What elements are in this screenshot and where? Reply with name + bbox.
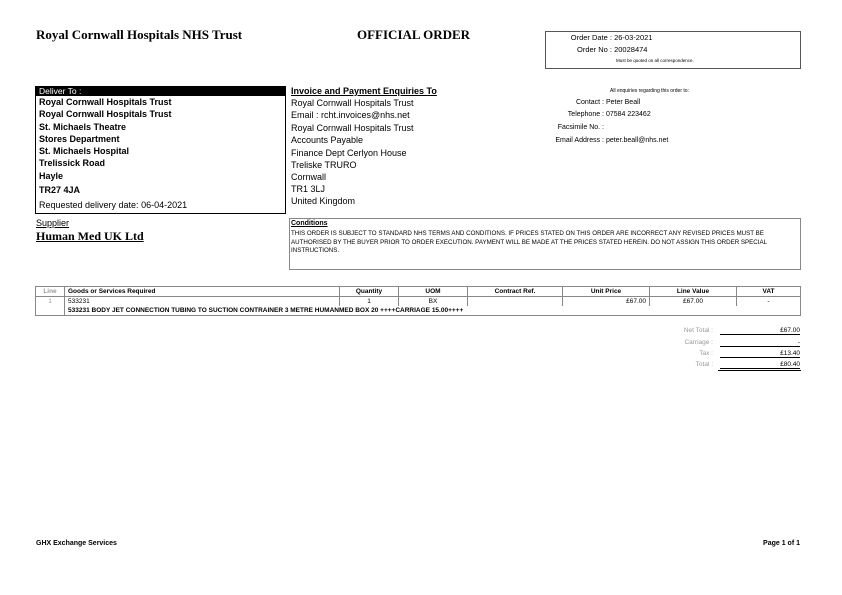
- net-total-label: Net Total :: [683, 327, 713, 334]
- order-no-row: [560, 45, 647, 54]
- tax-label: Tax :: [699, 350, 713, 357]
- invoice-line: TR1 3LJ: [291, 184, 326, 194]
- total-value: £80.40: [720, 361, 800, 369]
- invoice-line: Accounts Payable: [291, 135, 364, 145]
- cell-line: 1: [36, 297, 65, 307]
- requested-delivery-date: Requested delivery date: 06-04-2021: [39, 200, 188, 210]
- carriage-value: -: [720, 339, 800, 347]
- deliver-line: Royal Cornwall Hospitals Trust: [39, 109, 172, 119]
- carriage-label: Carriage :: [684, 339, 713, 346]
- tax-value: £13.40: [720, 350, 800, 358]
- contact-label: Contact :: [575, 99, 604, 106]
- invoice-line: Royal Cornwall Hospitals Trust: [291, 98, 414, 108]
- deliver-line: Royal Cornwall Hospitals Trust: [39, 97, 172, 107]
- cell-contract-ref: [468, 297, 563, 307]
- net-total-value: £67.00: [720, 327, 800, 335]
- fax-row: [545, 124, 604, 131]
- col-header-vat: VAT: [737, 287, 801, 297]
- telephone-value: 07584 223462: [605, 111, 651, 118]
- email-label: Email Address :: [555, 137, 604, 144]
- invoice-line: Treliske TRURO: [291, 160, 357, 170]
- cell-code: 533231: [65, 297, 340, 307]
- telephone-label: Telephone :: [567, 111, 604, 118]
- invoice-line: United Kingdom: [291, 196, 356, 206]
- cell-line-value: £67.00: [650, 297, 737, 307]
- page-number: Page 1 of 1: [763, 540, 800, 547]
- invoice-line: Email : rcht.invoices@nhs.net: [291, 110, 410, 120]
- order-no-label: Order No :: [576, 45, 612, 54]
- fax-label: Facsimile No. :: [557, 124, 604, 131]
- deliver-to-heading: Deliver To :: [36, 86, 285, 96]
- deliver-line: TR27 4JA: [39, 185, 81, 195]
- col-header-uom: UOM: [399, 287, 468, 297]
- col-header-quantity: Quantity: [340, 287, 399, 297]
- table-row: [36, 297, 801, 307]
- enquiries-heading: All enquiries regarding this order to:: [610, 88, 689, 94]
- contact-row: [545, 99, 640, 106]
- conditions-label: Conditions: [291, 220, 328, 227]
- deliver-line: Hayle: [39, 171, 64, 181]
- cell-description: 533231 BODY JET CONNECTION TUBING TO SUCTION CONTRAINER 3 METRE HUMANMED BOX 20 ++++CARRIAGE 15.00++++: [65, 306, 801, 316]
- deliver-line: St. Michaels Hospital: [39, 146, 130, 156]
- order-no-value: 20028474: [614, 45, 648, 54]
- col-header-line: Line: [36, 287, 65, 297]
- cell-vat: -: [737, 297, 801, 307]
- contact-value: Peter Beall: [605, 99, 641, 106]
- deliver-line: St. Michaels Theatre: [39, 122, 127, 132]
- invoice-line: Finance Dept Cerlyon House: [291, 148, 407, 158]
- table-header-row: [36, 287, 801, 297]
- col-header-contract-ref: Contract Ref.: [468, 287, 563, 297]
- order-items-table: [35, 286, 801, 316]
- cell-unit-price: £67.00: [563, 297, 650, 307]
- telephone-row: [545, 111, 651, 118]
- supplier-name: Human Med UK Ltd: [36, 229, 144, 243]
- cell-uom: BX: [399, 297, 468, 307]
- col-header-line-value: Line Value: [650, 287, 737, 297]
- invoice-heading: Invoice and Payment Enquiries To: [291, 86, 437, 96]
- conditions-text: THIS ORDER IS SUBJECT TO STANDARD NHS TERMS AND CONDITIONS. IF PRICES STATED ON THIS ORDER ARE INCORRECT ANY REVISED PRICES MUST BE AUTHORISED BY THE BUYER PRIOR TO ORDER EXECUTION. PAYMENT WILL BE MADE AT THE PRICES STATED HEREIN. DO NOT ASSIGN THIS ORDER SPECIAL INSTRUCTIONS.: [291, 230, 767, 254]
- footer-provider: GHX Exchange Services: [36, 540, 117, 547]
- total-label: Total :: [695, 361, 713, 368]
- order-date-label: Order Date :: [570, 33, 612, 42]
- invoice-line: Royal Cornwall Hospitals Trust: [291, 123, 414, 133]
- col-header-unit-price: Unit Price: [563, 287, 650, 297]
- document-title: OFFICIAL ORDER: [357, 27, 471, 42]
- total-underline: [718, 370, 801, 371]
- invoice-line: Cornwall: [291, 172, 327, 182]
- email-value: peter.beall@nhs.net: [605, 137, 669, 144]
- order-date-value: 26-03-2021: [614, 33, 653, 42]
- order-note: Must be quoted on all correspondence.: [616, 58, 694, 63]
- organisation-name: Royal Cornwall Hospitals NHS Trust: [36, 27, 243, 42]
- deliver-line: Trelissick Road: [39, 158, 106, 168]
- table-row-description: [36, 306, 801, 316]
- deliver-line: Stores Department: [39, 134, 120, 144]
- cell-quantity: 1: [340, 297, 399, 307]
- order-date-row: [560, 33, 652, 42]
- email-row: [545, 137, 668, 144]
- col-header-goods: Goods or Services Required: [65, 287, 340, 297]
- cell-empty: [36, 306, 65, 316]
- supplier-label: Supplier: [36, 218, 70, 228]
